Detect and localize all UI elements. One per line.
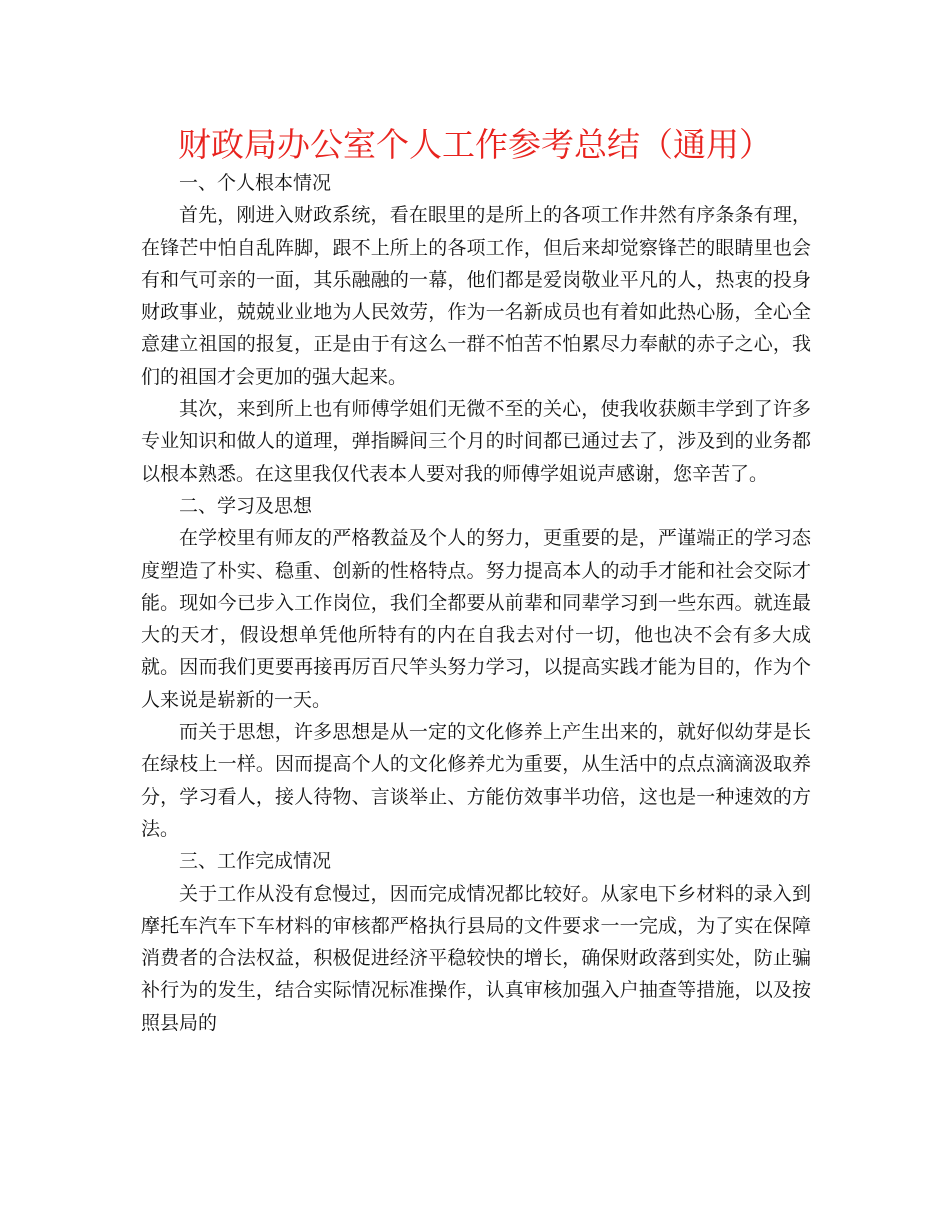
paragraph: 而关于思想，许多思想是从一定的文化修养上产生出来的，就好似幼芽是长在绿枝上一样。因而提高个人的文化修养尤为重要，从生活中的点点滴滴汲取养分，学习看人，接人待物、言谈举止、方能仿效事半功倍，这也是一种速效的方法。 bbox=[141, 721, 811, 840]
section-heading-3: 三、工作完成情况 bbox=[179, 850, 332, 873]
paragraph: 在学校里有师友的严格教益及个人的努力，更重要的是，严谨端正的学习态度塑造了朴实、稳重、创新的性格特点。努力提高本人的动手才能和社会交际才能。现如今已步入工作岗位，我们全都要从前辈和同辈学习到一些东西。就连最大的天才，假设想单凭他所特有的内在自我去对付一切，他也决不会有多大成就。因而我们更要再接再厉百尺竿头努力学习，以提高实践才能为目的，作为个人来说是崭新的一天。 bbox=[141, 527, 811, 711]
paragraph: 其次，来到所上也有师傅学姐们无微不至的关心，使我收获颇丰学到了许多专业知识和做人的道理，弹指瞬间三个月的时间都已通过去了，涉及到的业务都以根本熟悉。在这里我仅代表本人要对我的师傅学姐说声感谢，您辛苦了。 bbox=[141, 398, 811, 485]
document-title: 财政局办公室个人工作参考总结（通用） bbox=[178, 125, 772, 164]
section-heading-2: 二、学习及思想 bbox=[179, 494, 313, 517]
paragraph: 首先，刚进入财政系统，看在眼里的是所上的各项工作井然有序条条有理，在锋芒中怕自乱阵脚，跟不上所上的各项工作，但后来却觉察锋芒的眼睛里也会有和气可亲的一面，其乐融融的一幕，他们都是爱岗敬业平凡的人，热衷的投身财政事业，兢兢业业地为人民效劳，作为一名新成员也有着如此热心肠，全心全意建立祖国的报复，正是由于有这么一群不怕苦不怕累尽力奉献的赤子之心，我们的祖国才会更加的强大起来。 bbox=[141, 204, 811, 388]
paragraph: 关于工作从没有怠慢过，因而完成情况都比较好。从家电下乡材料的录入到摩托车汽车下车材料的审核都严格执行县局的文件要求一一完成，为了实在保障消费者的合法权益，积极促进经济平稳较快的增长，确保财政落到实处，防止骗补行为的发生，结合实际情况标准操作，认真审核加强入户抽查等措施，以及按照县局的 bbox=[141, 882, 811, 1034]
document-body bbox=[141, 167, 811, 1039]
section-heading-1: 一、个人根本情况 bbox=[179, 172, 332, 194]
